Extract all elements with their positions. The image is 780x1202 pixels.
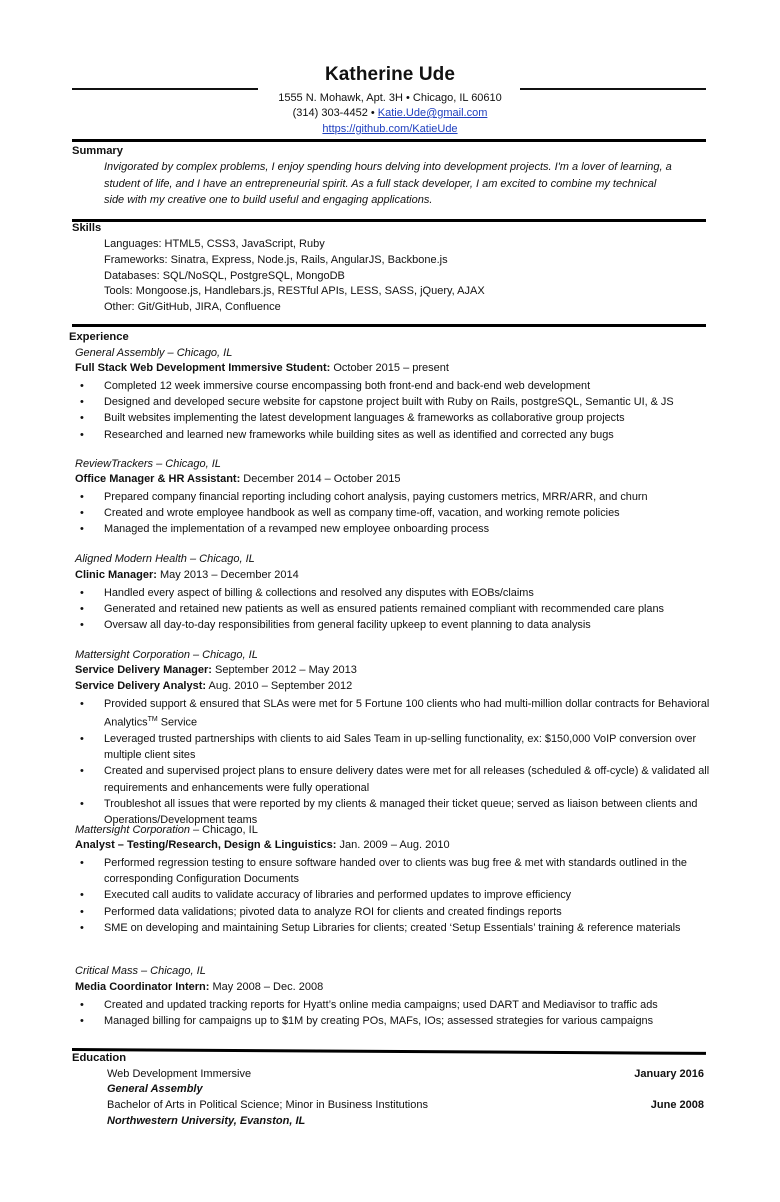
job-bullets	[72, 489, 712, 538]
education-degree: Web Development Immersive	[107, 1068, 252, 1080]
phone: (314) 303-4452 •	[292, 107, 378, 119]
education-school: General Assembly	[107, 1083, 203, 1095]
job-bullets	[72, 378, 712, 443]
bullet-item: • Created and supervised project plans to ensure delivery dates were met for all releases (scheduled & off-cycle) & validated all requirements and enhancements were fully operational	[72, 763, 712, 795]
bullet-item: • Generated and retained new patients as well as ensured patients remained compliant with recommended care plans	[72, 601, 712, 617]
candidate-name: Katherine Ude	[324, 64, 456, 85]
job-role	[75, 664, 357, 676]
job-role	[75, 473, 400, 485]
bullet-text-suffix: Service	[157, 716, 198, 729]
bullet-item: • Oversaw all day-to-day responsibilities from general facility upkeep to event planning to data analysis	[72, 617, 712, 633]
skill-databases: Databases: SQL/NoSQL, PostgreSQL, MongoDB	[104, 270, 345, 282]
bullet-text: Provided support & ensured that SLAs were met for 5 Fortune 100 clients who had multi-million dollar contracts for Behavioral Analytics	[104, 698, 710, 729]
job-company: General Assembly – Chicago, IL	[75, 347, 233, 359]
job-company: ReviewTrackers – Chicago, IL	[75, 458, 221, 470]
role-title: Clinic Manager:	[75, 569, 157, 581]
role-dates: May 2008 – Dec. 2008	[209, 981, 324, 993]
role-dates: September 2012 – May 2013	[211, 664, 357, 676]
address: 1555 N. Mohawk, Apt. 3H • Chicago, IL 60610	[278, 92, 502, 104]
education-heading: Education	[72, 1052, 127, 1064]
role-title: Office Manager & HR Assistant:	[75, 473, 241, 485]
bullet-item: • Built websites implementing the latest development languages & frameworks as collaborative group projects	[72, 410, 712, 426]
role-title: Service Delivery Manager:	[75, 664, 212, 676]
job-company	[75, 824, 258, 836]
bullet-item: • Researched and learned new frameworks while building sites as well as identified and corrected any bugs	[72, 427, 712, 443]
job-role	[75, 839, 450, 851]
company-location: – Chicago, IL	[189, 824, 258, 836]
summary-text	[104, 159, 709, 209]
job-role	[75, 362, 449, 374]
role-dates: Jan. 2009 – Aug. 2010	[336, 839, 450, 851]
education-school: Northwestern University, Evanston, IL	[107, 1115, 306, 1127]
bullet-item: • Managed the implementation of a revamped new employee onboarding process	[72, 521, 712, 537]
job-bullets	[72, 997, 712, 1029]
bullet-item: • Created and wrote employee handbook as well as company time-off, vacation, and working remote policies	[72, 505, 712, 521]
job-role	[75, 981, 323, 993]
job-role	[75, 680, 352, 692]
bullet-item: • Handled every aspect of billing & collections and resolved any disputes with EOBs/claims	[72, 585, 712, 601]
job-company: Critical Mass – Chicago, IL	[75, 965, 206, 977]
education-date: January 2016	[634, 1068, 704, 1080]
education-divider	[72, 1048, 706, 1055]
role-title: Analyst – Testing/Research, Design & Linguistics:	[75, 839, 337, 851]
skill-other: Other: Git/GitHub, JIRA, Confluence	[104, 301, 281, 313]
role-dates: Aug. 2010 – September 2012	[206, 680, 353, 692]
bullet-item: • Prepared company financial reporting including cohort analysis, paying customers metrics, MRR/ARR, and churn	[72, 489, 712, 505]
role-title: Full Stack Web Development Immersive Student:	[75, 362, 331, 374]
role-dates: October 2015 – present	[330, 362, 449, 374]
bullet-item: • Completed 12 week immersive course encompassing both front-end and back-end web development	[72, 378, 712, 394]
trademark-mark: TM	[147, 716, 158, 724]
bullet-item	[72, 696, 712, 731]
bullet-item: • Created and updated tracking reports for Hyatt’s online media campaigns; used DART and Mediavisor to traffic ads	[72, 997, 712, 1013]
skill-tools: Tools: Mongoose.js, Handlebars.js, RESTful APIs, LESS, SASS, jQuery, AJAX	[104, 285, 485, 297]
role-dates: May 2013 – December 2014	[156, 569, 299, 581]
email-link[interactable]: Katie.Ude@gmail.com	[377, 107, 488, 119]
job-bullets	[72, 585, 712, 634]
phone-email-line	[0, 105, 780, 121]
bullet-item: • SME on developing and maintaining Setup Libraries for clients; created ‘Setup Essentials’ training & reference materials	[72, 920, 712, 936]
role-title: Service Delivery Analyst:	[75, 680, 207, 692]
github-line	[0, 121, 780, 137]
skill-languages: Languages: HTML5, CSS3, JavaScript, Ruby	[104, 238, 325, 250]
experience-heading: Experience	[69, 331, 129, 343]
summary-divider	[72, 219, 706, 222]
job-company: Mattersight Corporation – Chicago, IL	[75, 649, 258, 661]
role-dates: December 2014 – October 2015	[240, 473, 401, 485]
job-role	[75, 569, 299, 581]
job-bullets	[72, 855, 712, 936]
company-name: Mattersight Corporation	[75, 824, 190, 836]
summary-line: student of life, and I have an entrepreneurial spirit. As a full stack developer, I am excited to combine my technical	[104, 177, 657, 190]
bullet-item: • Performed regression testing to ensure software handed over to clients was bug free & met with standards outlined in the corresponding Configuration Documents	[72, 855, 712, 887]
bullet-item: • Performed data validations; pivoted data to analyze ROI for clients and created findings reports	[72, 904, 712, 920]
header-divider	[72, 139, 706, 142]
github-link[interactable]: https://github.com/KatieUde	[322, 123, 458, 135]
summary-heading: Summary	[72, 145, 123, 157]
summary-line: side with my creative one to build useful and engaging applications.	[104, 194, 433, 206]
education-degree: Bachelor of Arts in Political Science; Minor in Business Institutions	[107, 1099, 428, 1111]
skill-frameworks: Frameworks: Sinatra, Express, Node.js, Rails, AngularJS, Backbone.js	[104, 254, 448, 266]
job-bullets	[72, 696, 712, 828]
bullet-item: • Designed and developed secure website for capstone project built with Ruby on Rails, postgreSQL, Semantic UI, & JS	[72, 394, 712, 410]
bullet-item: • Troubleshot all issues that were reported by my clients & managed their ticket queue; served as liaison between clients and Operations/Development teams	[72, 796, 712, 828]
bullet-item: • Managed billing for campaigns up to $1M by creating POs, MAFs, IOs; assessed strategies for various campaigns	[72, 1013, 712, 1029]
bullet-item: • Executed call audits to validate accuracy of libraries and performed updates to improve efficiency	[72, 887, 712, 903]
education-date: June 2008	[650, 1099, 704, 1111]
skills-divider	[72, 324, 706, 327]
summary-line: Invigorated by complex problems, I enjoy spending hours delving into development projects. I'm a lover of learning, a	[104, 161, 672, 173]
bullet-item: • Leveraged trusted partnerships with clients to aid Sales Team in up-selling functionality, ex: $150,000 VoIP conversion over multiple client sites	[72, 731, 712, 763]
role-title: Media Coordinator Intern:	[75, 981, 210, 993]
job-company: Aligned Modern Health – Chicago, IL	[75, 553, 255, 565]
skills-heading: Skills	[72, 222, 102, 234]
